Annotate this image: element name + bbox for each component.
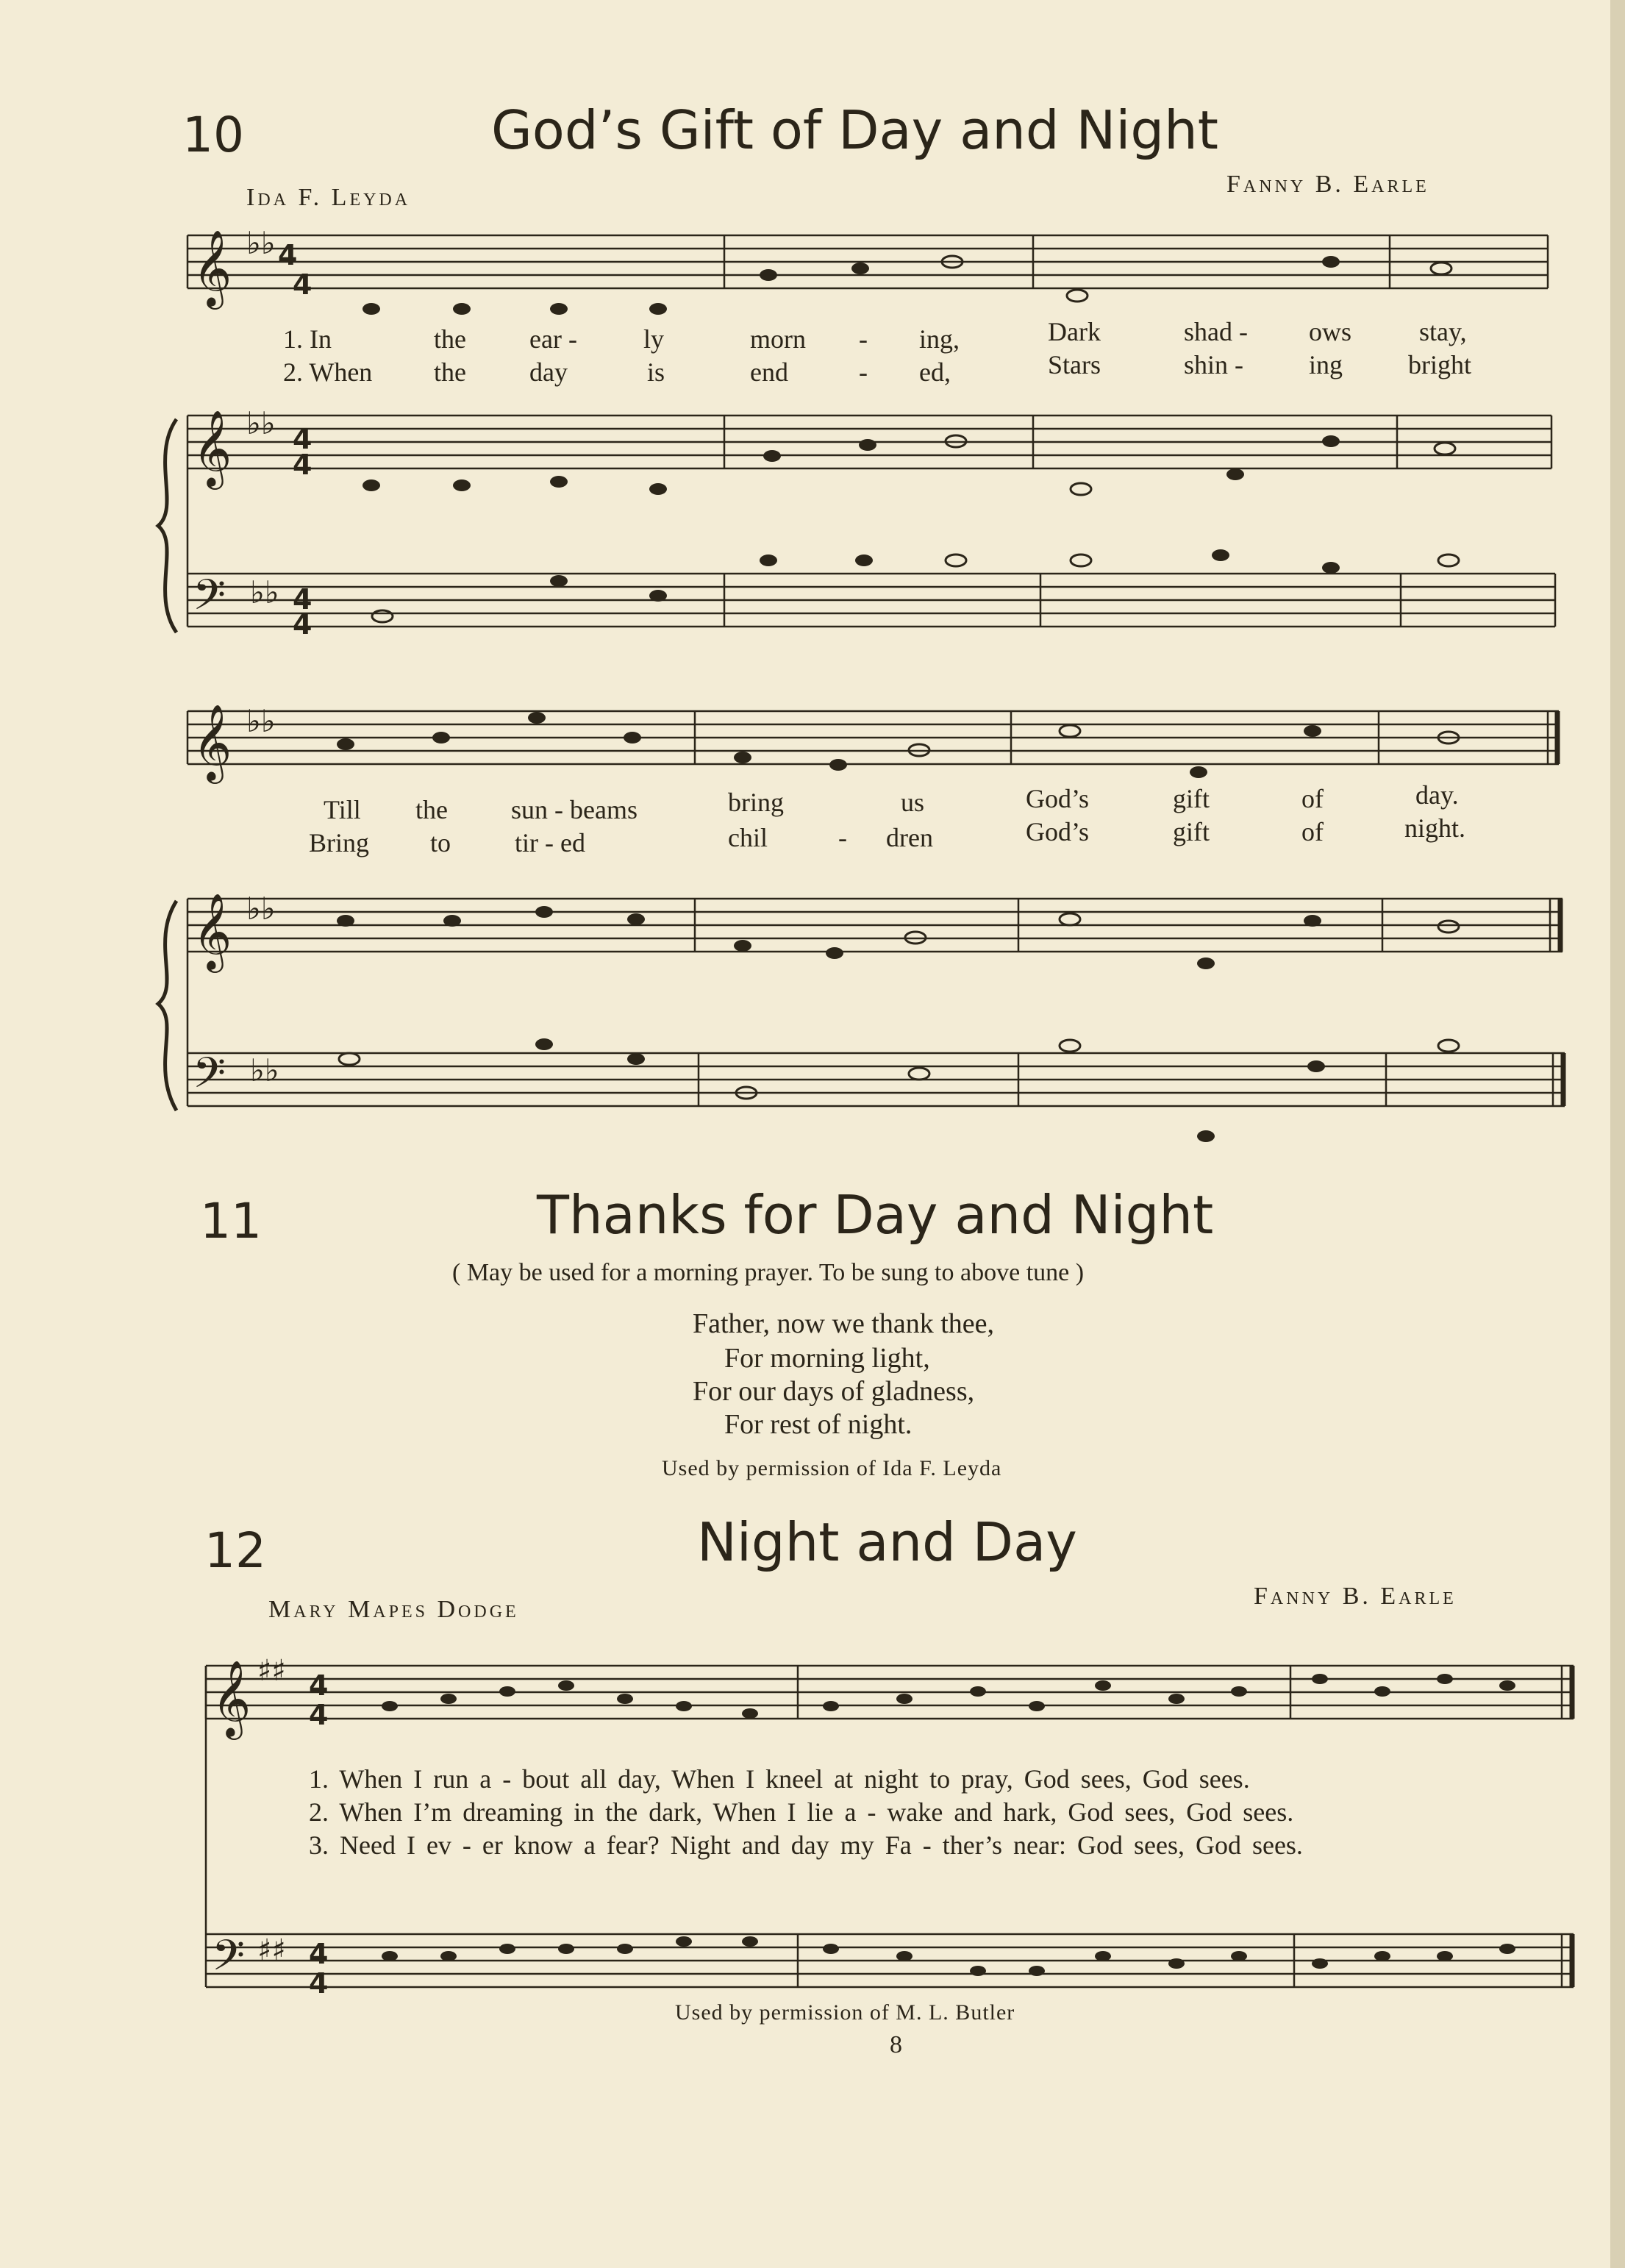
- lyric-1a-9: ows: [1309, 317, 1352, 346]
- lyric-2a-1: the: [434, 357, 466, 387]
- svg-text:4: 4: [293, 268, 312, 301]
- lyric-1a-5: -: [859, 324, 868, 354]
- hymn-10-number: 10: [182, 107, 244, 163]
- lyric-2a-5: -: [859, 357, 868, 387]
- hymn-10-composer: Fanny B. Earle: [1226, 171, 1429, 198]
- lyric-2a-3: is: [647, 357, 665, 387]
- svg-text:𝄞: 𝄞: [193, 893, 232, 970]
- lyric-1b-4: us: [901, 788, 925, 817]
- svg-text:𝄢: 𝄢: [193, 570, 226, 630]
- staff-10-2-treble: [188, 899, 1562, 952]
- svg-text:4: 4: [309, 1699, 329, 1731]
- staff-10-1-melody: [188, 235, 1548, 288]
- poem-line-4: For rest of night.: [724, 1409, 913, 1440]
- lyric-1b-3: bring: [728, 788, 784, 817]
- lyric-1a-2: ear -: [529, 324, 577, 354]
- lyric-1a-3: ly: [643, 324, 665, 354]
- hymn-11-credit: Used by permission of Ida F. Leyda: [662, 1456, 1002, 1480]
- lyric-2a-2: day: [529, 357, 568, 387]
- lyric-2b-8: of: [1301, 817, 1324, 846]
- lyric-2b-6: God’s: [1026, 817, 1090, 846]
- hymn-12-number: 12: [204, 1522, 266, 1579]
- hymn-11-title: Thanks for Day and Night: [537, 1184, 1214, 1246]
- svg-text:♭♭: ♭♭: [246, 405, 276, 441]
- lyric-2a-4: end: [750, 357, 788, 387]
- svg-text:4: 4: [293, 608, 312, 641]
- svg-text:♭♭: ♭♭: [246, 891, 276, 927]
- svg-text:𝄢: 𝄢: [212, 1930, 246, 1991]
- lyric-2a-0: 2. When: [283, 357, 373, 387]
- svg-text:𝄢: 𝄢: [193, 1048, 226, 1108]
- hymn-12-author: Mary Mapes Dodge: [268, 1596, 519, 1623]
- lyric-2b-0: Bring: [309, 828, 370, 857]
- lyric-2a-7: Stars: [1048, 350, 1101, 379]
- svg-text:♭♭: ♭♭: [250, 1052, 279, 1088]
- svg-text:♭♭: ♭♭: [246, 703, 276, 739]
- lyric-1a-8: shad -: [1184, 317, 1248, 346]
- lyric-2b-1: to: [430, 828, 451, 857]
- lyric-2b-2: tir - ed: [515, 828, 585, 857]
- staff-10-2-melody: [188, 711, 1559, 764]
- lyric-2a-8: shin -: [1184, 350, 1243, 379]
- lyric-1b-7: of: [1301, 784, 1324, 813]
- lyric-1a-7: Dark: [1048, 317, 1101, 346]
- hymn-10-title: God’s Gift of Day and Night: [491, 99, 1218, 161]
- svg-text:♭♭: ♭♭: [250, 574, 279, 610]
- lyric-2b-7: gift: [1173, 817, 1210, 846]
- staff-12-treble: [206, 1666, 1574, 1719]
- svg-text:4: 4: [309, 1938, 329, 1970]
- lyric-2b-9: night.: [1404, 813, 1466, 843]
- svg-text:4: 4: [293, 423, 312, 455]
- lyric-2a-9: ing: [1309, 350, 1343, 379]
- lyric-1a-0: 1. In: [283, 324, 332, 354]
- lyric-1a-1: the: [434, 324, 466, 354]
- svg-text:𝄞: 𝄞: [193, 229, 232, 307]
- svg-text:𝄞: 𝄞: [212, 1660, 251, 1737]
- staff-10-2-bass: [188, 899, 1565, 1106]
- svg-text:♯♯: ♯♯: [257, 1654, 286, 1688]
- lyric-1a-4: morn: [750, 324, 806, 354]
- hymn-12-verse-1: 1. When I run a - bout all day, When I kneel at night to pray, God sees, God sees.: [309, 1764, 1250, 1794]
- poem-line-3: For our days of gladness,: [693, 1376, 975, 1407]
- svg-text:𝄞: 𝄞: [193, 704, 232, 781]
- svg-text:♭♭: ♭♭: [246, 225, 276, 261]
- hymn-11-number: 11: [200, 1193, 262, 1249]
- hymn-12-credit: Used by permission of M. L. Butler: [675, 2000, 1015, 2025]
- lyric-2b-5: dren: [886, 823, 933, 852]
- lyric-1b-0: Till: [324, 795, 361, 824]
- svg-text:♯♯: ♯♯: [257, 1933, 286, 1967]
- poem-line-2: For morning light,: [724, 1343, 930, 1374]
- svg-text:4: 4: [293, 449, 312, 481]
- page-number: 8: [890, 2031, 902, 2058]
- lyric-1a-10: stay,: [1419, 317, 1467, 346]
- lyric-1b-1: the: [415, 795, 448, 824]
- hymn-11-note: ( May be used for a morning prayer. To be sung to above tune ): [452, 1259, 1085, 1286]
- lyric-2b-3: chil: [728, 823, 768, 852]
- hymn-12-title: Night and Day: [697, 1511, 1077, 1573]
- hymn-12-composer: Fanny B. Earle: [1254, 1583, 1457, 1610]
- lyric-2a-10: bright: [1408, 350, 1471, 379]
- poem-line-1: Father, now we thank thee,: [693, 1308, 995, 1339]
- svg-text:𝄞: 𝄞: [193, 410, 232, 487]
- lyric-1b-6: gift: [1173, 784, 1210, 813]
- lyric-1b-8: day.: [1415, 780, 1459, 810]
- svg-text:4: 4: [309, 1669, 329, 1702]
- lyric-1b-2: sun - beams: [511, 795, 638, 824]
- lyric-1a-6: ing,: [919, 324, 960, 354]
- svg-text:4: 4: [278, 239, 298, 271]
- hymn-10-author: Ida F. Leyda: [246, 184, 411, 211]
- hymn-12-verse-3: 3. Need I ev - er know a fear? Night and day my Fa - ther’s near: God sees, God sees.: [309, 1830, 1303, 1860]
- svg-text:4: 4: [309, 1967, 329, 2000]
- lyric-1b-5: God’s: [1026, 784, 1090, 813]
- svg-text:4: 4: [293, 583, 312, 616]
- hymn-12-verse-2: 2. When I’m dreaming in the dark, When I lie a - wake and hark, God sees, God sees.: [309, 1797, 1294, 1827]
- lyric-2b-4: -: [838, 823, 847, 852]
- lyric-2a-6: ed,: [919, 357, 951, 387]
